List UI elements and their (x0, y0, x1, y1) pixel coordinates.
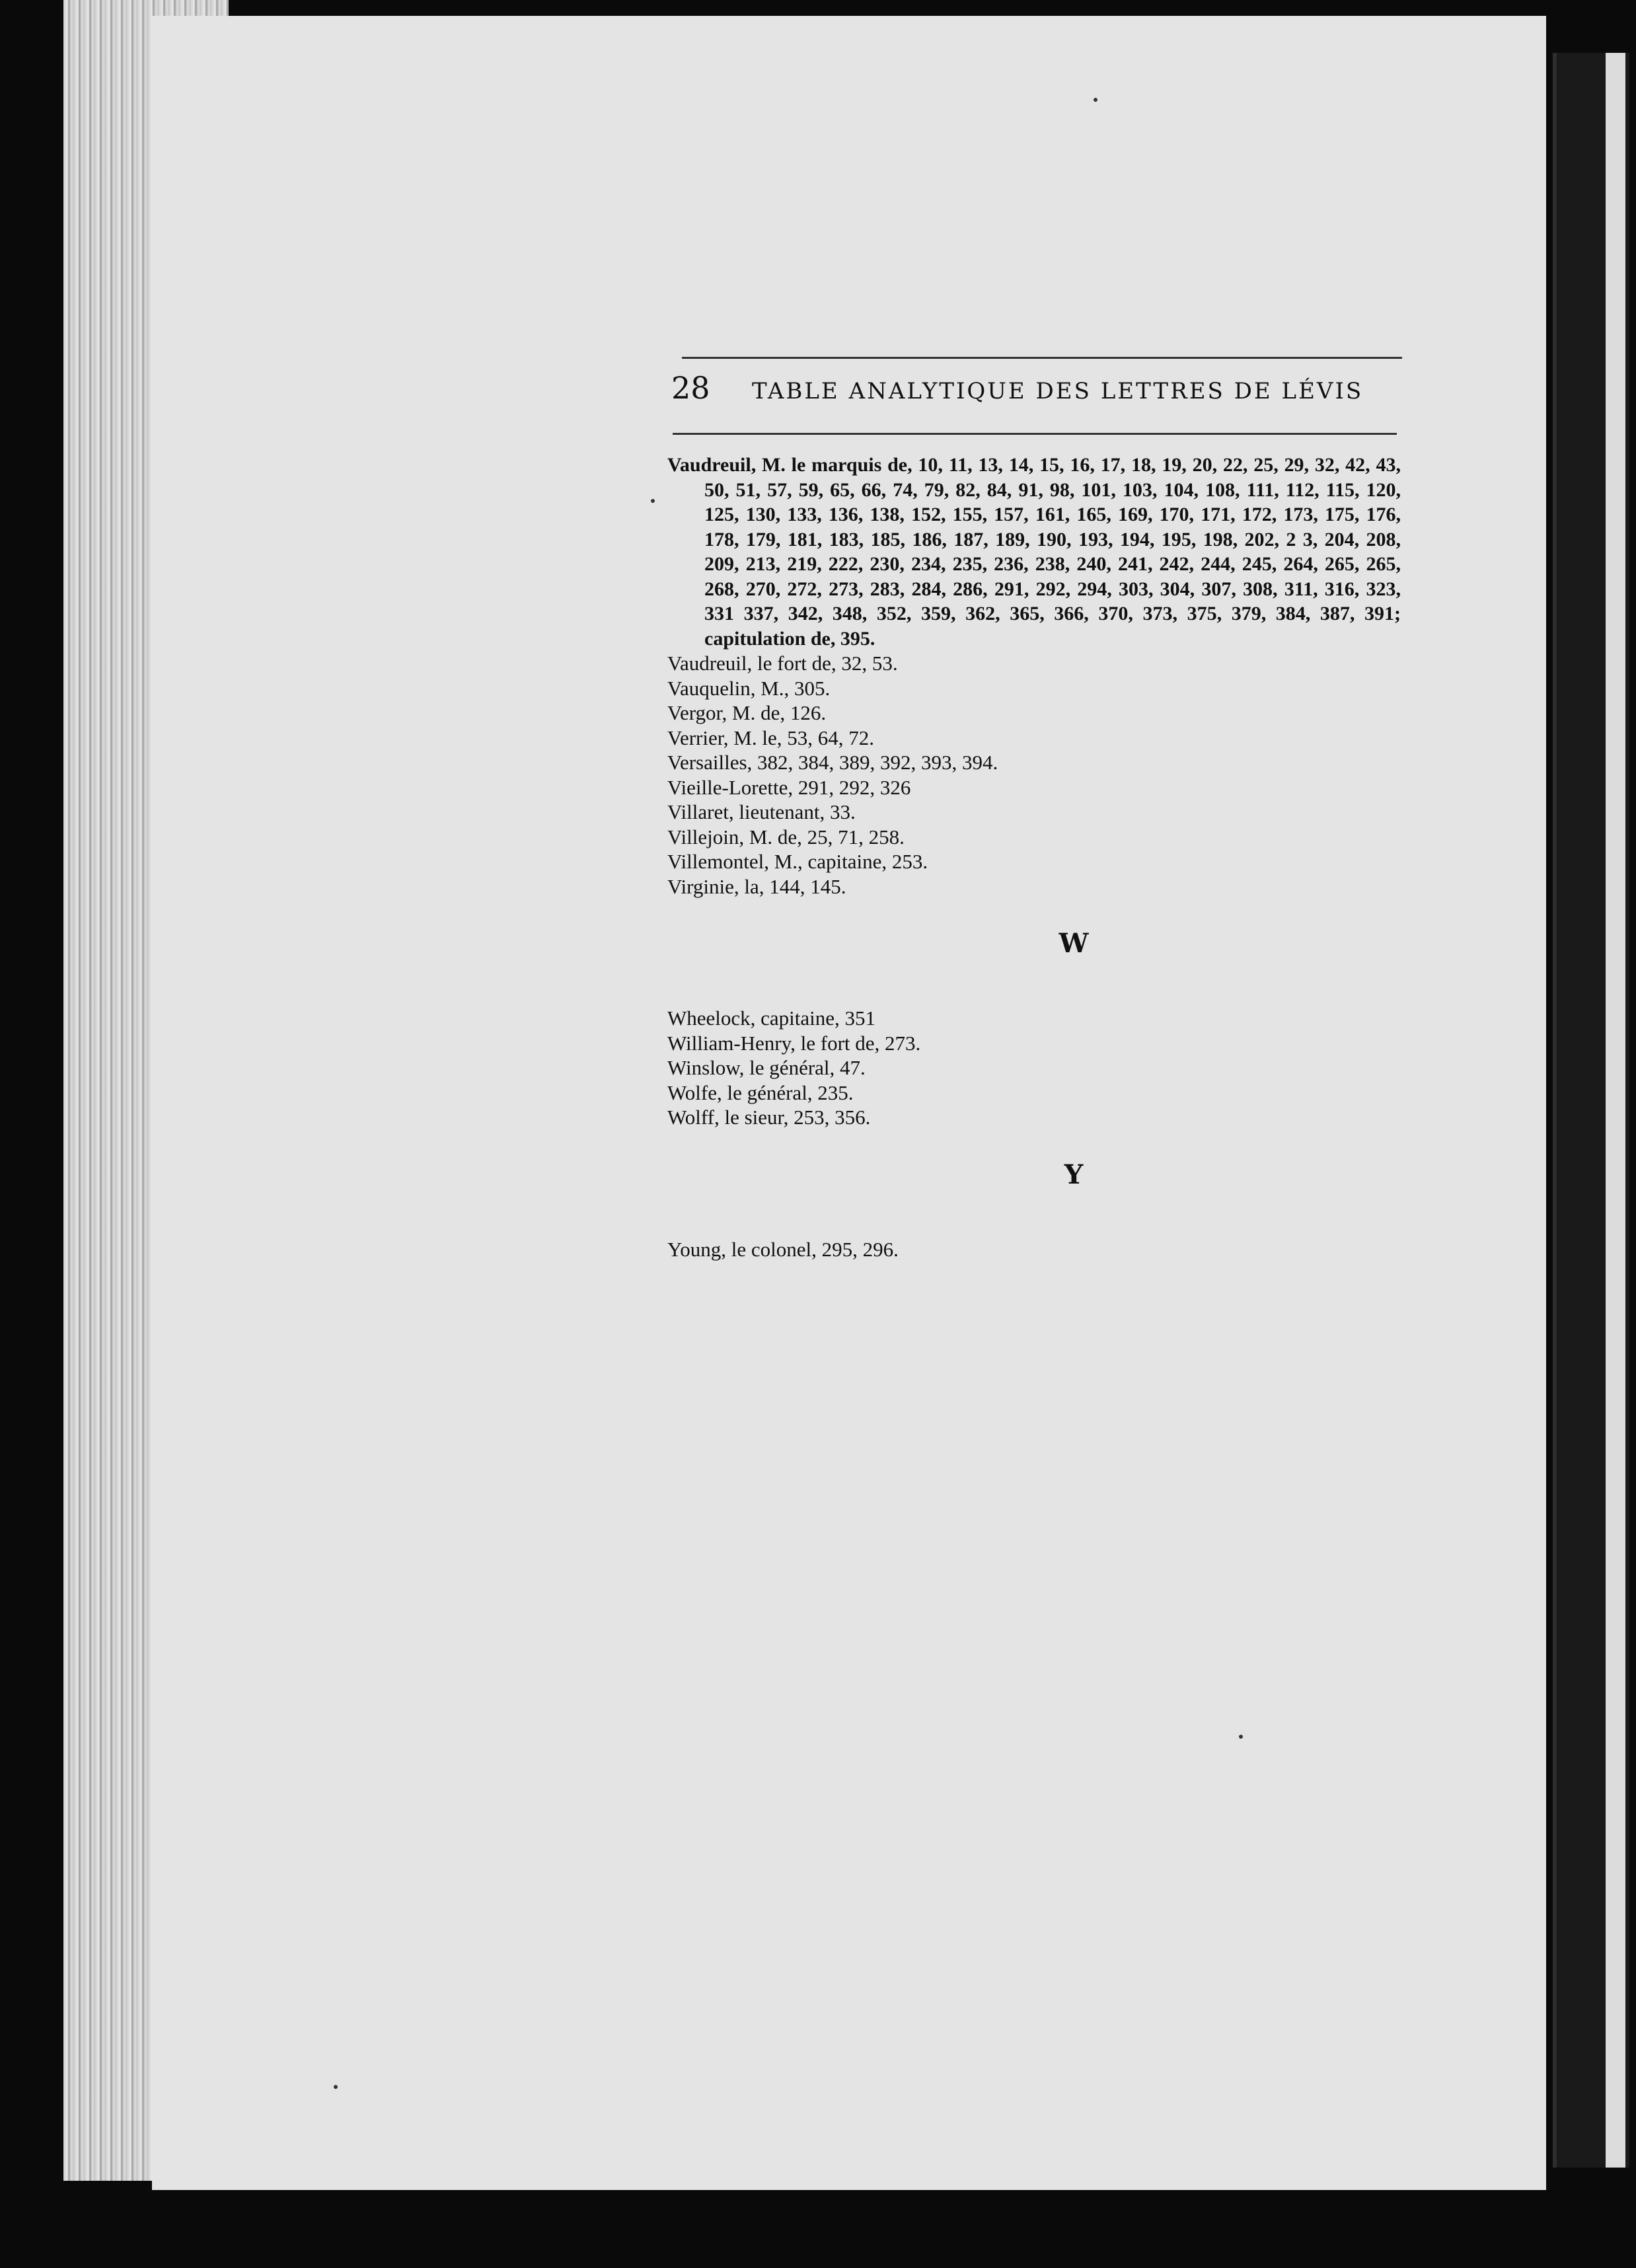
header-top-rule (682, 357, 1402, 359)
index-entry: Wolff, le sieur, 253, 356. (667, 1106, 871, 1129)
section-letter-y: Y (1064, 1158, 1084, 1190)
index-entry: Villemontel, M., capitaine, 253. (667, 850, 928, 873)
index-entry: Winslow, le général, 47. (667, 1056, 866, 1079)
index-entry: Wolfe, le général, 235. (667, 1080, 854, 1104)
index-entry: Virginie, la, 144, 145. (667, 874, 846, 898)
print-speck (1094, 98, 1097, 102)
index-list (667, 453, 1401, 1262)
index-entry: Vieille-Lorette, 291, 292, 326 (667, 775, 911, 799)
print-speck (334, 2085, 338, 2089)
index-entry: Young, le colonel, 295, 296. (667, 1237, 899, 1261)
print-speck (651, 499, 655, 503)
index-entry: William-Henry, le fort de, 273. (667, 1031, 921, 1055)
index-entry: Vergor, M. de, 126. (667, 701, 827, 724)
index-entry: Villejoin, M. de, 25, 71, 258. (667, 825, 905, 849)
running-header-title: TABLE ANALYTIQUE DES LETTRES DE LÉVIS (752, 378, 1364, 404)
index-entry: Villaret, lieutenant, 33. (667, 800, 856, 823)
index-entry: Vaudreuil, M. le marquis de, 10, 11, 13, 14, 15, 16, 17, 18, 19, 20, 22, 25, 29, 32, 42, 43, 50, 51, 57, 59, 65, 66, 74, 79, 82, 84, 91, 98, 101, 103, 104, 108, 111, 112, 115, 120, 125, 130, 133, 136, 138, 152, 155, 157, 161, 165, 169, 170, 171, 172, 173, 175, 176, 178, 179, 181, 183, 185, 186, 187, 189, 190, 193, 194, 195, 198, 202, 2 3, 204, 208, 209, 213, 219, 222, 230, 234, 235, 236, 238, 240, 241, 242, 244, 245, 264, 265, 265, 268, 270, 272, 273, 283, 284, 286, 291, 292, 294, 303, 304, 307, 308, 311, 316, 323, 331 337, 342, 348, 352, 359, 362, 365, 366, 370, 373, 375, 379, 384, 387, 391; capitulation de, 395. (667, 454, 1401, 650)
facing-page-edge (1606, 53, 1625, 2168)
index-entry: Wheelock, capitaine, 351 (667, 1006, 876, 1030)
index-entry: Vauquelin, M., 305. (667, 676, 831, 700)
page-number: 28 (671, 370, 710, 406)
section-letter-w: W (1059, 928, 1089, 959)
index-entry: Vaudreuil, le fort de, 32, 53. (667, 652, 898, 675)
index-entry: Verrier, M. le, 53, 64, 72. (667, 726, 874, 749)
header-bottom-rule (673, 433, 1397, 435)
print-speck (1239, 1735, 1243, 1739)
index-entry: Versailles, 382, 384, 389, 392, 393, 394. (667, 751, 998, 774)
